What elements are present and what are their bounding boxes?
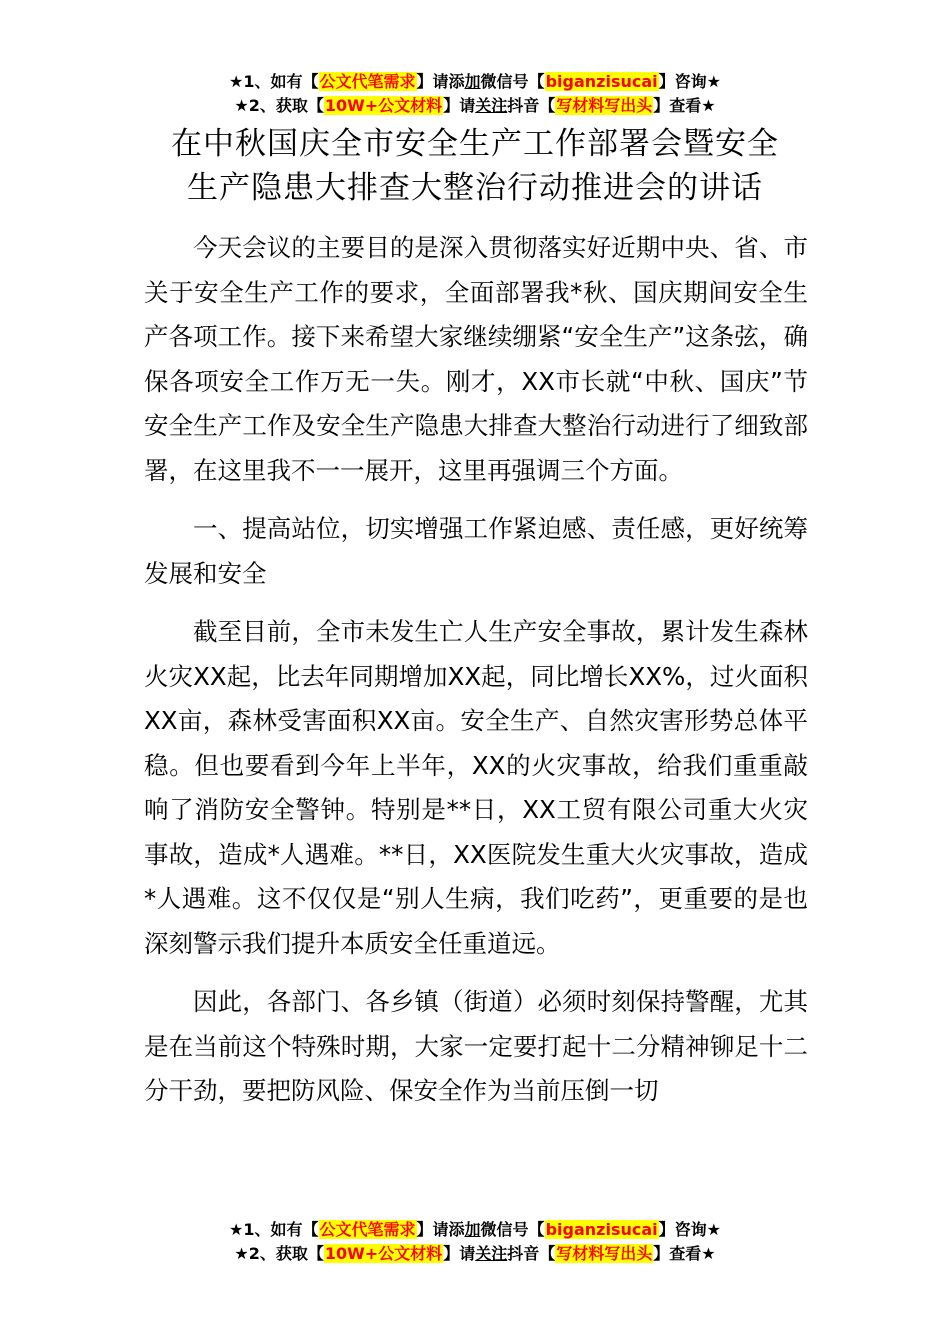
banner-line-2 bbox=[0, 1242, 950, 1266]
paragraph-1: 今天会议的主要目的是深入贯彻落实好近期中央、省、市关于安全生产工作的要求，全面部署我*秋、国庆期间安全生产各项工作。接下来希望大家继续绷紧“安全生产”这条弦，确保各项安全工作万无一失。刚才，XX市长就“中秋、国庆”节安全生产工作及安全生产隐患大排查大整治行动进行了细致部署，在这里我不一一展开，这里再强调三个方面。 bbox=[144, 233, 808, 485]
document-body bbox=[144, 226, 808, 1128]
banner-text: 】请 bbox=[443, 1244, 476, 1263]
banner-emphasis: 加 bbox=[464, 1220, 481, 1239]
banner-text: ★2、获取【 bbox=[234, 1244, 324, 1263]
banner-text: 抖音【 bbox=[507, 96, 556, 115]
banner-line-2 bbox=[0, 94, 950, 118]
paragraph-3: 因此，各部门、各乡镇（街道）必须时刻保持警醒，尤其是在当前这个特殊时期，大家一定要打起十二分精神铆足十二分干劲，要把防风险、保安全作为当前压倒一切 bbox=[144, 987, 808, 1105]
banner-highlight: 公文代笔需求 bbox=[319, 72, 416, 91]
banner-text: ★1、如有【 bbox=[229, 1220, 319, 1239]
document-title bbox=[0, 122, 950, 210]
banner-highlight: 写材料写出头 bbox=[556, 96, 653, 115]
header-banner bbox=[0, 70, 950, 118]
banner-text: 】请 bbox=[443, 96, 476, 115]
footer-banner bbox=[0, 1218, 950, 1266]
banner-highlight: 10W+公文材料 bbox=[324, 1244, 443, 1263]
title-line-2: 生产隐患大排查大整治行动推进会的讲话 bbox=[187, 170, 763, 206]
banner-text: 】查看★ bbox=[653, 1244, 716, 1263]
banner-line-1 bbox=[0, 1218, 950, 1242]
banner-text: 微信号【 bbox=[480, 1220, 545, 1239]
banner-emphasis: 关注 bbox=[475, 96, 508, 115]
paragraph-2: 截至目前，全市未发生亡人生产安全事故，累计发生森林火灾XX起，比去年同期增加XX起，同比增长XX%，过火面积XX亩，森林受害面积XX亩。安全生产、自然灾害形势总体平稳。但也要看到今年上半年，XX的火灾事故，给我们重重敲响了消防安全警钟。特别是**日，XX工贸有限公司重大火灾事故，造成*人遇难。**日，XX医院发生重大火灾事故，造成*人遇难。这不仅仅是“别人生病，我们吃药”，更重要的是也深刻警示我们提升本质安全任重道远。 bbox=[144, 617, 808, 958]
banner-text: 抖音【 bbox=[507, 1244, 556, 1263]
banner-text: 】请添 bbox=[416, 1220, 465, 1239]
banner-highlight: 公文代笔需求 bbox=[319, 1220, 416, 1239]
banner-text: 】查看★ bbox=[653, 96, 716, 115]
banner-highlight: biganzisucai bbox=[545, 1220, 658, 1239]
banner-text: ★1、如有【 bbox=[229, 72, 319, 91]
banner-highlight: biganzisucai bbox=[545, 72, 658, 91]
banner-line-1 bbox=[0, 70, 950, 94]
banner-emphasis: 加 bbox=[464, 72, 481, 91]
banner-text: 微信号【 bbox=[480, 72, 545, 91]
banner-highlight: 10W+公文材料 bbox=[324, 96, 443, 115]
banner-text: ★2、获取【 bbox=[234, 96, 324, 115]
banner-text: 】咨询★ bbox=[658, 72, 721, 91]
section-heading-1: 一、提高站位，切实增强工作紧迫感、责任感，更好统筹发展和安全 bbox=[144, 514, 808, 588]
banner-highlight: 写材料写出头 bbox=[556, 1244, 653, 1263]
title-line-1: 在中秋国庆全市安全生产工作部署会暨安全 bbox=[171, 126, 779, 162]
banner-emphasis: 关注 bbox=[475, 1244, 508, 1263]
banner-text: 】请添 bbox=[416, 72, 465, 91]
banner-text: 】咨询★ bbox=[658, 1220, 721, 1239]
